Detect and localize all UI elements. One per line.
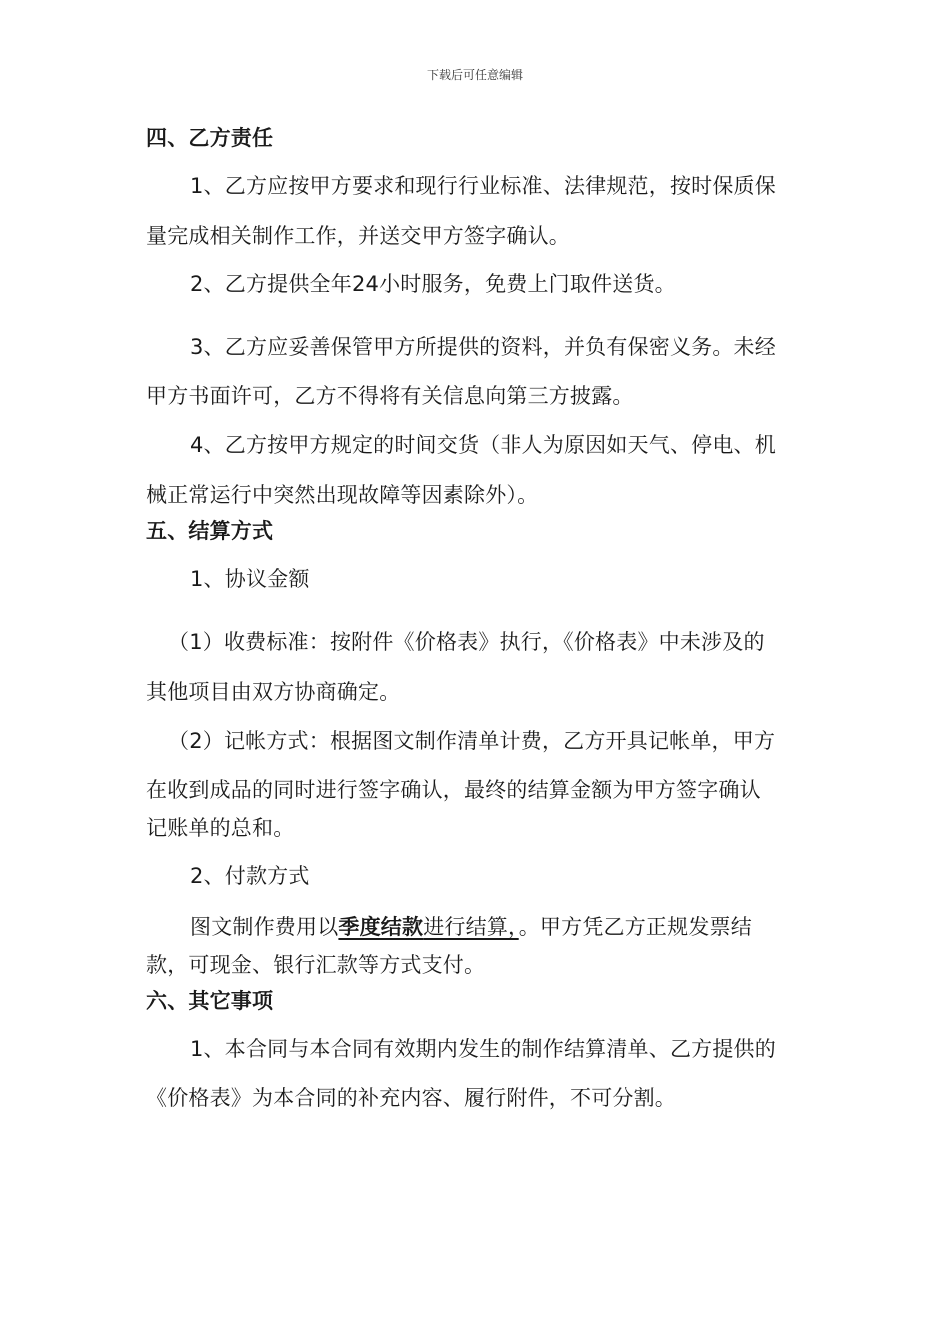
paragraph-line: 其他项目由双方协商确定。 — [146, 680, 401, 704]
section-heading-6: 六、其它事项 — [146, 989, 274, 1013]
paragraph-line: （2）记帐方式：根据图文制作清单计费，乙方开具记帐单，甲方 — [168, 729, 776, 753]
payment-line — [190, 912, 752, 942]
paragraph-line: 3、乙方应妥善保管甲方所提供的资料，并负有保密义务。未经 — [190, 335, 776, 359]
payment-text: 图文制作费用以 — [190, 915, 339, 939]
payment-term-bold: 季度结款 — [338, 915, 424, 939]
section-heading-5: 五、结算方式 — [146, 519, 274, 543]
paragraph-line: 量完成相关制作工作，并送交甲方签字确认。 — [146, 224, 570, 248]
paragraph-line: 甲方书面许可，乙方不得将有关信息向第三方披露。 — [146, 384, 634, 408]
section-heading-4: 四、乙方责任 — [146, 126, 274, 150]
paragraph-line: （1）收费标准：按附件《价格表》执行，《价格表》中未涉及的 — [168, 630, 765, 654]
subsection-title: 2、付款方式 — [190, 864, 310, 888]
paragraph-line: 款，可现金、银行汇款等方式支付。 — [146, 953, 486, 977]
paragraph-line: 2、乙方提供全年24小时服务，免费上门取件送货。 — [190, 272, 676, 296]
paragraph-line: 《价格表》为本合同的补充内容、履行附件，不可分割。 — [146, 1086, 676, 1110]
paragraph-line: 4、乙方按甲方规定的时间交货（非人为原因如天气、停电、机 — [190, 433, 776, 457]
paragraph-line: 记账单的总和。 — [146, 816, 295, 840]
payment-term-underlined: 进行结算， — [423, 915, 519, 939]
page-header: 下载后可任意编辑 — [426, 68, 523, 82]
paragraph-line: 1、乙方应按甲方要求和现行行业标准、法律规范，按时保质保 — [190, 174, 776, 198]
payment-text: 。甲方凭乙方正规发票结 — [518, 915, 752, 939]
paragraph-line: 械正常运行中突然出现故障等因素除外）。 — [146, 483, 539, 507]
subsection-title: 1、协议金额 — [190, 567, 310, 591]
paragraph-line: 1、本合同与本合同有效期内发生的制作结算清单、乙方提供的 — [190, 1037, 776, 1061]
paragraph-line: 在收到成品的同时进行签字确认，最终的结算金额为甲方签字确认 — [146, 778, 761, 802]
